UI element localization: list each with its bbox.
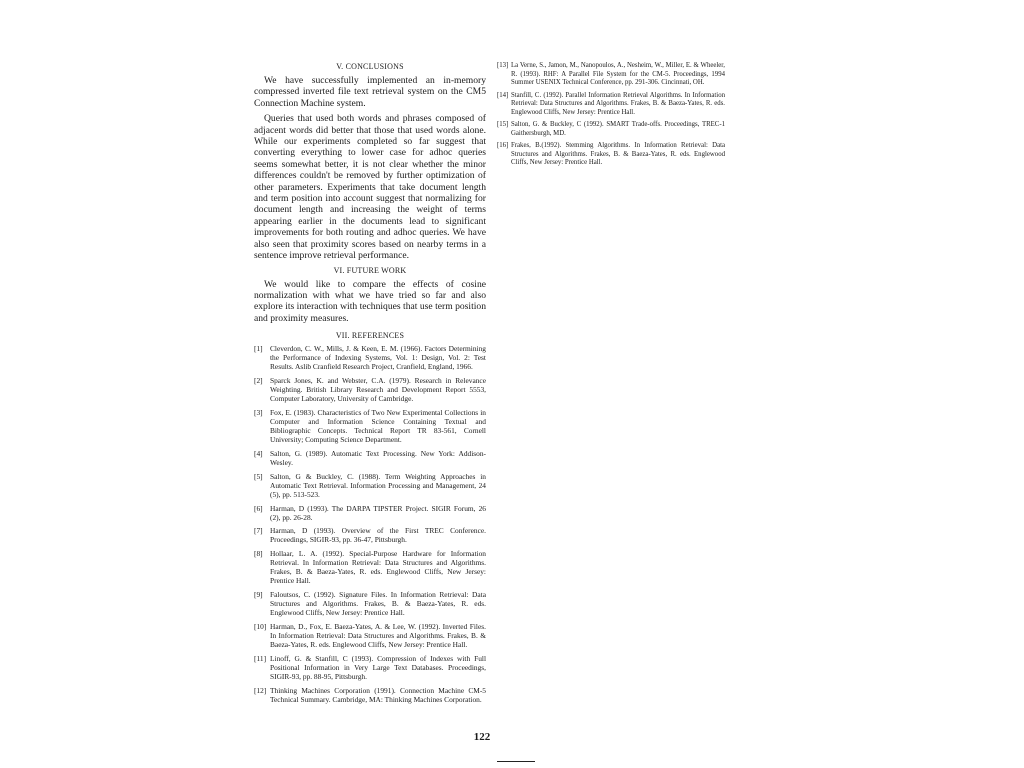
reference-number: [4] [254, 448, 263, 458]
reference-number: [16] [497, 142, 509, 149]
references-heading: VII. REFERENCES [335, 331, 405, 341]
reference-number: [9] [254, 590, 263, 600]
reference-item [254, 549, 486, 585]
conclusions-paragraph-1: We have successfully implemented an in-memory compressed inverted file text retrieval system on the CM5 Connection Machine system. [254, 75, 486, 109]
reference-item [497, 142, 725, 168]
reference-item [497, 121, 725, 138]
reference-number: [11] [254, 653, 267, 663]
left-column [254, 62, 486, 708]
reference-item [254, 408, 486, 444]
reference-number: [7] [254, 526, 263, 536]
reference-text: Hollaar, L. A. (1992). Special-Purpose Hardware for Information Retrieval. In Information Retrieval: Data Structures and Algorithms. Frakes, B. & Baeza-Yates, R. eds. Englewood Cliffs, New Jersey: Prentice Hall. [270, 549, 486, 586]
reference-item [254, 449, 486, 467]
reference-text: Frakes, B.(1992). Stemming Algorithms. In Information Retrieval: Data Structures and Algorithms. Frakes, B. & Baeza-Yates, R. eds. Englewood Cliffs, New Jersey: Prentice Hall. [511, 142, 725, 166]
reference-item [254, 376, 486, 403]
reference-number: [1] [254, 344, 263, 354]
reference-text: Salton, G. & Buckley, C (1992). SMART Trade-offs. Proceedings, TREC-1 Gaithersburgh, MD. [511, 121, 725, 137]
reference-text: Stanfill, C. (1992). Parallel Information Retrieval Algorithms. In Information Retrieval: Data Structures and Algorithms. Frakes, B. & Baeza-Yates, R. eds. Englewood Cliffs, New Jersey: Prentice Hall. [511, 91, 725, 116]
reference-item [497, 62, 725, 88]
reference-item [254, 686, 486, 704]
reference-number: [14] [497, 91, 509, 99]
reference-text: Harman, D., Fox, E. Baeza-Yates, A. & Lee, W. (1992). Inverted Files. In Information Retrieval: Data Structures and Algorithms. Frakes, B. & Baeza-Yates, R. eds. Englewood Cliffs, New Jersey: Prentice Hall. [270, 621, 486, 650]
reference-text: Salton, G. (1989). Automatic Text Processing. New York: Addison-Wesley. [270, 448, 486, 467]
reference-text: Sparck Jones, K. and Webster, C.A. (1979). Research in Relevance Weighting. British Library Research and Development Report 5553, Computer Laboratory, University of Cambridge. [270, 376, 486, 404]
bottom-rule [497, 761, 535, 762]
reference-item [254, 526, 486, 544]
reference-number: [15] [497, 121, 509, 128]
reference-text: Fox, E. (1983). Characteristics of Two New Experimental Collections in Computer and Information Science Containing Textual and Bibliographic Concepts. Technical Report TR 83-561, Cornell University; Computing Science Department. [270, 407, 486, 445]
reference-number: [5] [254, 471, 263, 481]
reference-text: Faloutsos, C. (1992). Signature Files. In Information Retrieval: Data Structures and Algorithms. Frakes, B. & Baeza-Yates, R. eds. Englewood Cliffs, New Jersey: Prentice Hall. [270, 590, 486, 618]
reference-text: La Verne, S., Jamon, M., Nanopoulos, A., Nesheim, W., Miller, E. & Wheeler, R. (1993). RHF: A Parallel File System for the CM-5. Proceedings, 1994 Summer USENIX Technical Conference, pp. 291-306. Cincinnati, OH. [511, 62, 725, 86]
reference-number: [8] [254, 549, 263, 559]
reference-number: [12] [254, 685, 267, 695]
reference-number: [13] [497, 62, 509, 69]
reference-item [254, 654, 486, 681]
reference-text: Harman, D (1993). The DARPA TIPSTER Project. SIGIR Forum, 26 (2), pp. 26-28. [270, 503, 486, 522]
reference-number: [10] [254, 621, 267, 631]
reference-text: Cleverdon, C. W., Mills, J. & Keen, E. M. (1966). Factors Determining the Performance of Indexing Systems, Vol. 1: Design, Vol. 2: Test Results. Aslib Cranfield Research Project, Cranfield, England, 1966. [270, 344, 486, 372]
reference-number: [2] [254, 376, 263, 385]
reference-item [497, 92, 725, 118]
reference-text: Salton, G & Buckley, C. (1988). Term Weighting Approaches in Automatic Text Retrieval. Information Processing and Management, 24 (5), pp. 513-523. [270, 471, 486, 499]
reference-item [254, 472, 486, 499]
page-number: 122 [473, 731, 491, 743]
reference-number: [3] [254, 407, 263, 417]
reference-number: [6] [254, 503, 263, 513]
future-work-heading: VI. FUTURE WORK [333, 265, 407, 275]
future-work-paragraph: We would like to compare the effects of cosine normalization with what we have tried so far and also explore its interaction with techniques that use term position and proximity measures. [254, 278, 486, 324]
reference-item [254, 590, 486, 617]
right-column [497, 62, 725, 172]
reference-text: Thinking Machines Corporation (1991). Connection Machine CM-5 Technical Summary. Cambridge, MA: Thinking Machines Corporation. [270, 685, 486, 704]
reference-text: Linoff, G. & Stanfill, C (1993). Compression of Indexes with Full Positional Information in Very Large Text Databases. Proceedings, SIGIR-93, pp. 88-95, Pittsburgh. [270, 653, 486, 681]
reference-item [254, 344, 486, 371]
conclusions-heading: V. CONCLUSIONS [336, 62, 404, 71]
reference-item [254, 504, 486, 522]
conclusions-paragraph-2: Queries that used both words and phrases composed of adjacent words did better that those that used words alone. While our experiments completed so far suggest that converting everything to lower case for adhoc queries seems somewhat better, it is not clear whether the minor differences couldn't be removed by further optimization of other parameters. Experiments that take document length and term position into account suggest that normalizing for document length and increasing the weight of terms appearing earlier in the documents lead to significant improvements for both routing and adhoc queries. We have also seen that proximity scores based on nearby terms in a sentence improve retrieval performance. [254, 113, 486, 262]
reference-item [254, 622, 486, 649]
reference-text: Harman, D (1993). Overview of the First TREC Conference. Proceedings, SIGIR-93, pp. 36-47, Pittsburgh. [270, 526, 486, 545]
